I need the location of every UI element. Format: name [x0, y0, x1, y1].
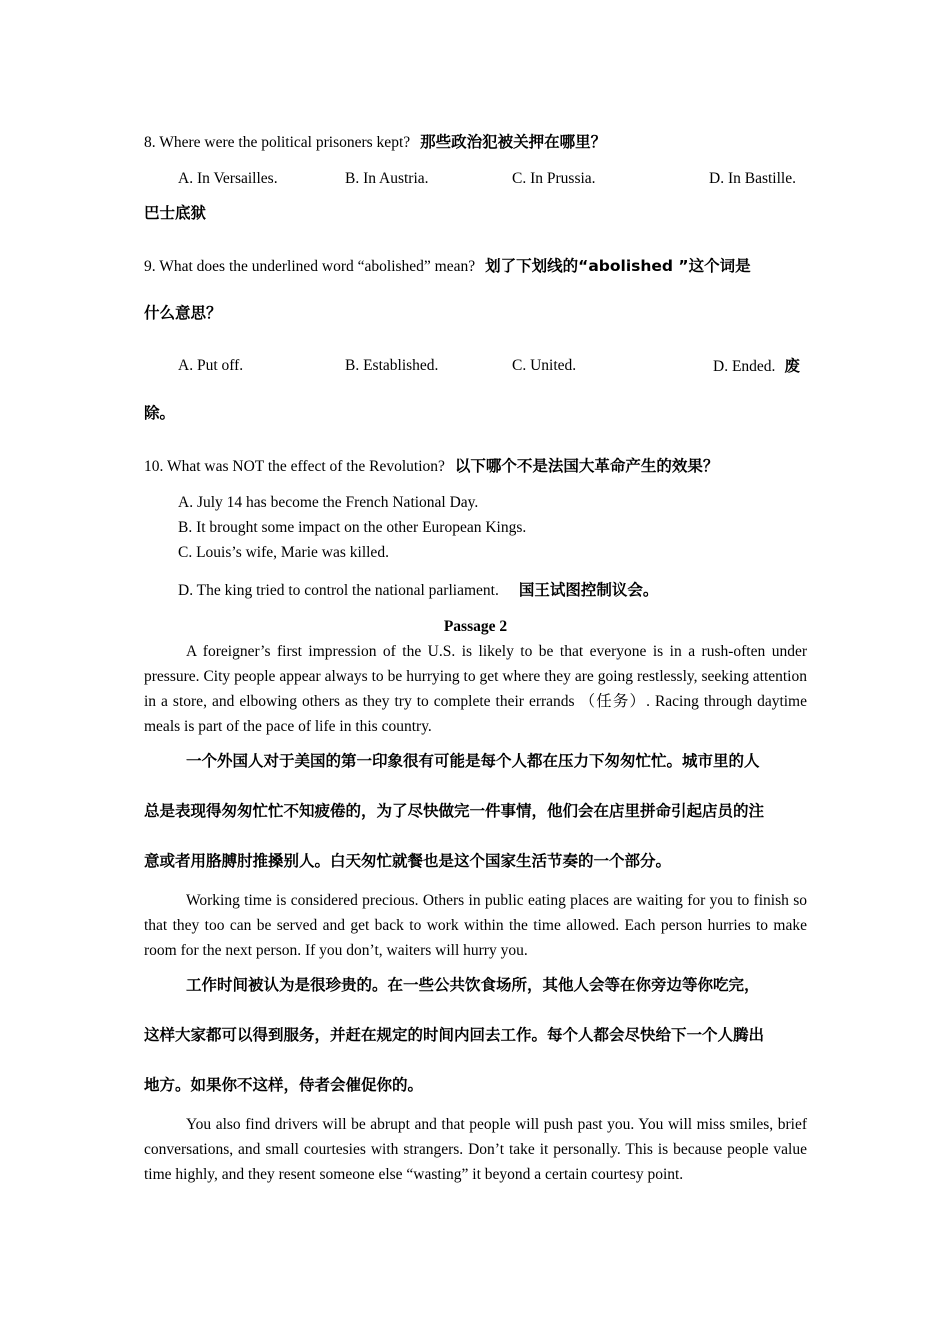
passage-title: Passage 2 [443, 618, 508, 635]
question-9 [144, 256, 807, 277]
question-9-translation-cont: 什么意思？ [144, 304, 222, 322]
q9-answer-translation-cont: 除。 [144, 404, 176, 422]
question-10 [144, 456, 807, 477]
passage-paragraph-1: A foreigner’s first impression of the U.S. is likely to be that everyone is in a rush-often under pressure. City people appear always to be hurrying to get where they are going restlessly, seeking attention in a store, and elbowing others as they try to complete their errands （任务）. Racing through daytime meals is part of the pace of life in this country. [144, 643, 807, 735]
q8-option-c: C. In Prussia. [512, 170, 596, 187]
question-9-translation: 划了下划线的“abolished ”这个词是 [485, 257, 751, 275]
q9-option-d-row [713, 356, 800, 377]
q8-option-b: B. In Austria. [345, 170, 429, 187]
paragraph-2-translation-line-1: 工作时间被认为是很珍贵的。在一些公共饮食场所，其他人会等在你旁边等你吃完， [186, 976, 760, 994]
question-10-translation: 以下哪个不是法国大革命产生的效果？ [454, 457, 719, 475]
question-8-translation: 那些政治犯被关押在哪里？ [420, 133, 607, 151]
q10-option-b: B. It brought some impact on the other European Kings. [178, 519, 527, 536]
q10-option-d-row [178, 580, 658, 601]
q10-option-c: C. Louis’s wife, Marie was killed. [178, 544, 389, 561]
paragraph-2-translation-line-2: 这样大家都可以得到服务，并赶在规定的时间内回去工作。每个人都会尽快给下一个人腾出 [144, 1026, 765, 1044]
passage-paragraph-3: You also find drivers will be abrupt and that people will push past you. You will miss smiles, brief conversations, and small courtesies with strangers. Don’t take it personally. This is because people value time highly, and they resent someone else “wasting” it beyond a certain courtesy point. [144, 1116, 807, 1183]
paragraph-1-translation-line-1: 一个外国人对于美国的第一印象很有可能是每个人都在压力下匆匆忙忙。城市里的人 [186, 752, 760, 770]
passage-paragraph-2: Working time is considered precious. Others in public eating places are waiting for you to finish so that they too can be served and get back to work within the time allowed. Each person hurries to make room for the next person. If you don’t, waiters will hurry you. [144, 892, 807, 959]
q9-option-c: C. United. [512, 357, 577, 374]
paragraph-2-translation-line-3: 地方。如果你不这样，侍者会催促你的。 [144, 1076, 424, 1094]
q10-answer-translation: 国王试图控制议会。 [518, 581, 659, 599]
q9-option-d: D. Ended. [713, 358, 776, 375]
q8-answer-translation: 巴士底狱 [144, 204, 207, 222]
q8-option-a: A. In Versailles. [178, 170, 278, 187]
q9-option-a: A. Put off. [178, 357, 244, 374]
question-8-text: 8. Where were the political prisoners kept? [144, 134, 411, 151]
question-8 [144, 132, 807, 153]
q9-option-b: B. Established. [345, 357, 439, 374]
q10-option-a: A. July 14 has become the French National Day. [178, 494, 479, 511]
q8-option-d: D. In Bastille. [709, 170, 796, 187]
q9-answer-translation: 废 [784, 357, 800, 375]
paragraph-1-translation-line-2: 总是表现得匆匆忙忙不知疲倦的，为了尽快做完一件事情，他们会在店里拼命引起店员的注 [144, 802, 765, 820]
paragraph-1-translation-line-3: 意或者用胳膊肘推搡别人。白天匆忙就餐也是这个国家生活节奏的一个部分。 [144, 852, 672, 870]
q10-option-d: D. The king tried to control the national parliament. [178, 582, 499, 599]
question-10-text: 10. What was NOT the effect of the Revolution? [144, 458, 445, 475]
question-9-text: 9. What does the underlined word “abolished” mean? [144, 258, 476, 275]
